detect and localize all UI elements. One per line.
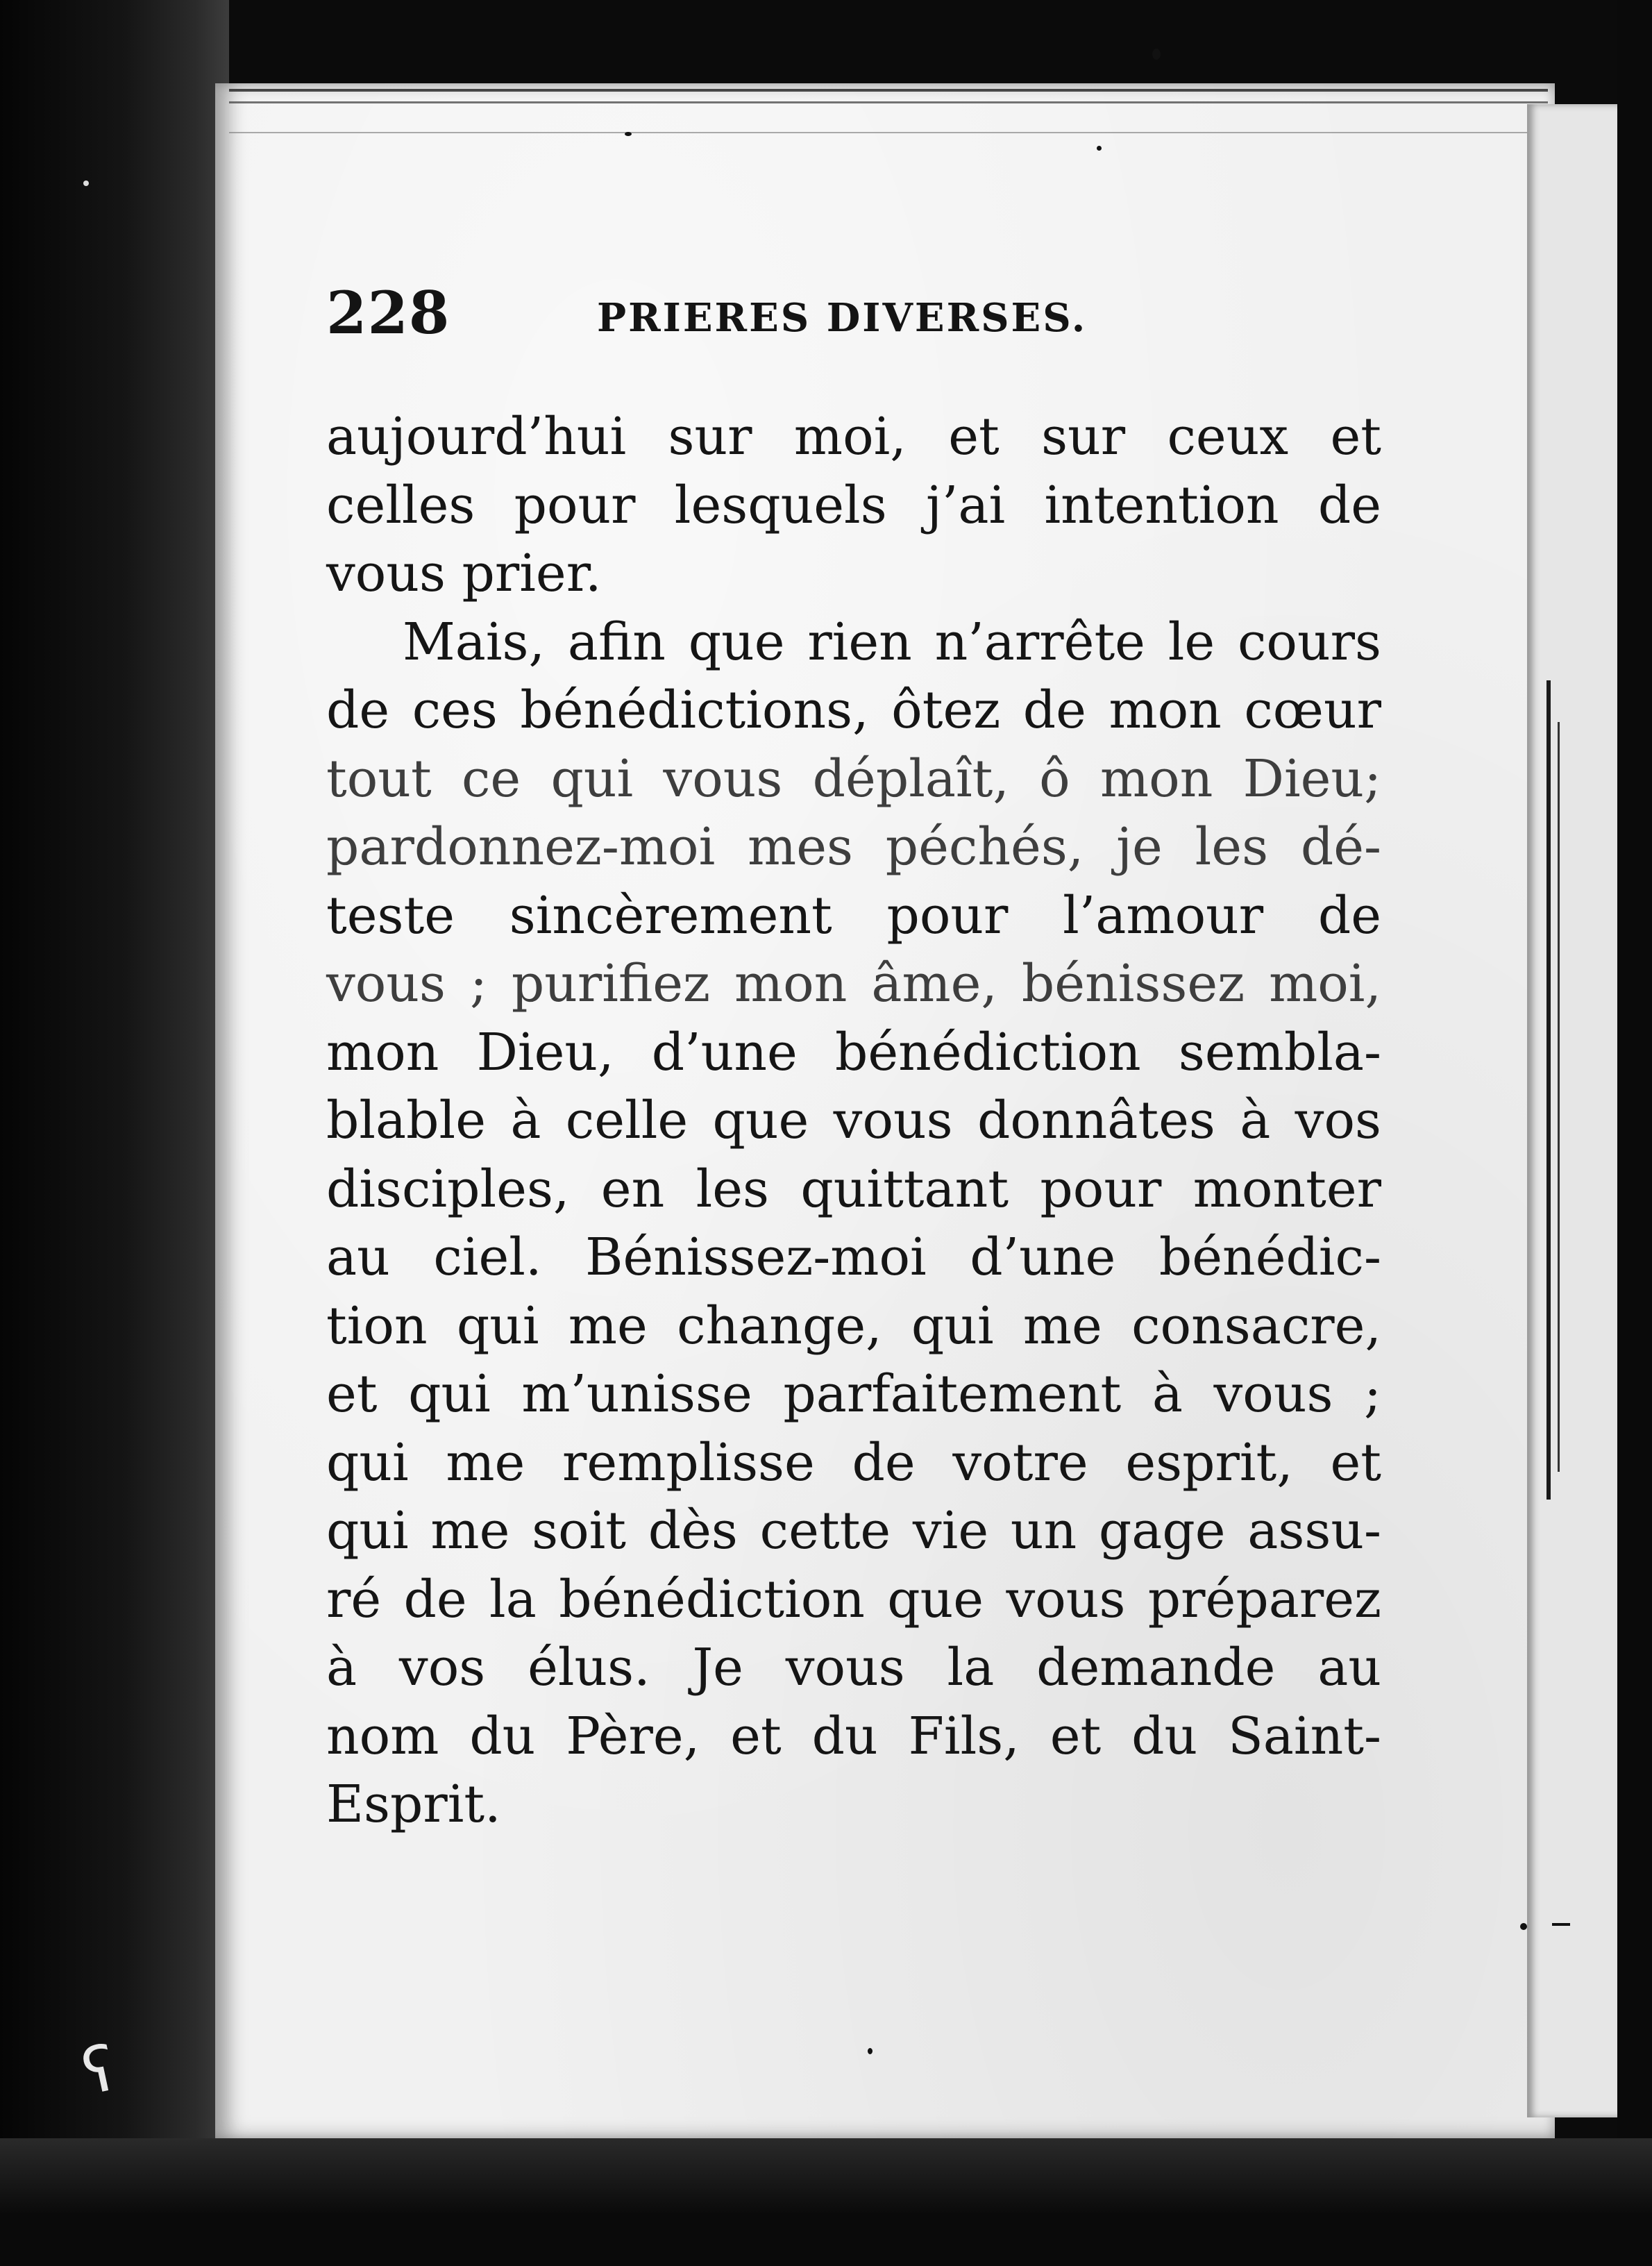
text-line: Mais, afin que rien n’arrête le cours [403, 612, 1381, 672]
binding-shadow [0, 0, 229, 2266]
text-line: tout ce qui vous déplaît, ô mon Dieu; [326, 748, 1381, 809]
scan-speck [625, 132, 632, 136]
page-edge-rule [229, 132, 1548, 133]
scan-speck [1552, 1923, 1570, 1926]
text-line: vous ; purifiez mon âme, bénissez moi, [326, 954, 1381, 1014]
text-line: qui me remplisse de votre esprit, et [326, 1432, 1381, 1493]
scan-border [1617, 0, 1652, 2266]
text-line: celles pour lesquels j’ai intention de [326, 475, 1381, 535]
text-line: teste sincèrement pour l’amour de [326, 885, 1381, 946]
binding-thread [1546, 680, 1551, 1500]
running-head [326, 275, 1381, 351]
text-line: vous prier. [326, 544, 602, 603]
margin-mark: ʕ [76, 2031, 123, 2110]
page-edge-rule [229, 101, 1548, 103]
text-line: au ciel. Bénissez-moi d’une bénédic- [326, 1227, 1381, 1287]
text-line: mon Dieu, d’une bénédiction sembla- [326, 1022, 1381, 1082]
text-line: Esprit. [326, 1774, 501, 1834]
binding-thread [1558, 722, 1560, 1472]
facing-page-edge [1527, 104, 1617, 2117]
text-line: et qui m’unisse parfaitement à vous ; [326, 1364, 1381, 1424]
text-line: blable à celle que vous donnâtes à vos [326, 1091, 1381, 1150]
text-line: pardonnez-moi mes péchés, je les dé- [326, 817, 1381, 877]
running-title: PRIERES DIVERSES. [597, 295, 1088, 341]
scan-speck [1520, 1923, 1527, 1930]
scan-speck [1097, 146, 1102, 151]
text-line: ré de la bénédiction que vous préparez [326, 1569, 1381, 1629]
page-edge-rule [229, 89, 1548, 92]
page-number: 228 [326, 278, 450, 347]
scan-speck [83, 181, 89, 186]
scan-speck [1152, 49, 1161, 60]
text-line: qui me soit dès cette vie un gage assu- [326, 1501, 1381, 1561]
text-line: tion qui me change, qui me consacre, [326, 1295, 1381, 1356]
text-line: aujourd’hui sur moi, et sur ceux et [326, 407, 1381, 467]
text-line: de ces bénédictions, ôtez de mon cœur [326, 680, 1381, 740]
scan-border [0, 2138, 1652, 2266]
text-line: à vos élus. Je vous la demande au [326, 1638, 1381, 1697]
scan-speck [868, 2048, 873, 2054]
body-text [326, 403, 1381, 1839]
text-line: disciples, en les quittant pour monter [326, 1159, 1381, 1219]
text-line: nom du Père, et du Fils, et du Saint- [326, 1706, 1381, 1766]
